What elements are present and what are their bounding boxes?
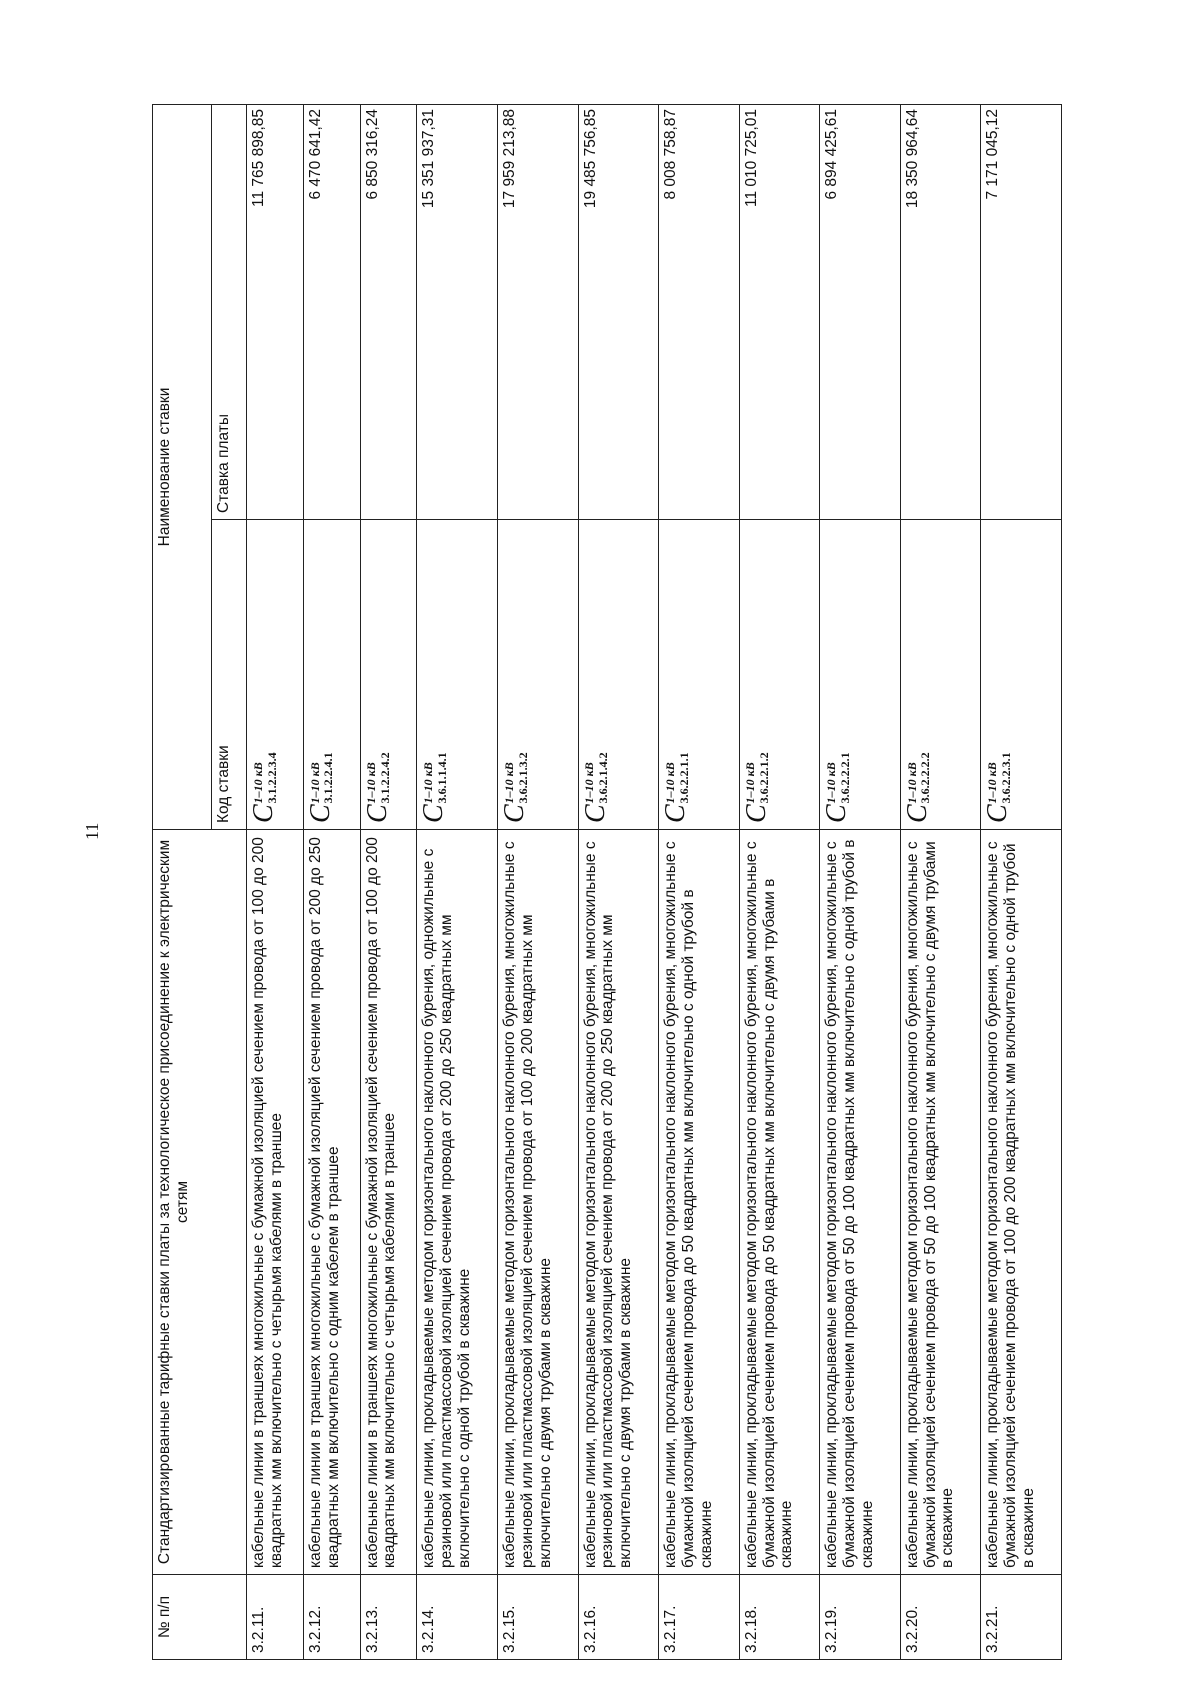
rate-code-index: 3.6.2.2.3.1: [998, 752, 1013, 804]
row-code-cell: [247, 520, 304, 830]
rate-code-letter: C: [740, 804, 772, 823]
rate-code-letter: C: [248, 804, 279, 823]
rate-code-index: 3.6.2.1.3.2: [515, 752, 530, 804]
row-number: 3.2.16.: [578, 1575, 659, 1660]
header-code: Код ставки: [212, 520, 247, 830]
row-description: кабельные линии, прокладываемые методом горизонтального наклонного бурения, многожильные с резиновой или пластмассовой изоляцией сечением провода от 200 до 250 квадратных мм включительно с двумя трубами в скважине: [578, 830, 659, 1575]
rate-code-letter: C: [982, 804, 1014, 823]
row-code-cell: [739, 520, 820, 830]
rate-code: [984, 752, 1013, 823]
row-number: 3.2.19.: [820, 1575, 901, 1660]
header-description: Стандартизированные тарифные ставки платы за технологическое присоединение к электрическим сетям: [153, 830, 247, 1575]
rate-code-index: 3.6.2.2.1.1: [676, 752, 691, 804]
row-description: кабельные линии, прокладываемые методом горизонтального наклонного бурения, многожильные с бумажной изоляцией сечением провода от 100 до 200 квадратных мм включительно с одной трубой в скважине: [981, 830, 1062, 1575]
row-number: 3.2.12.: [303, 1575, 360, 1660]
row-code-cell: [659, 520, 740, 830]
table-row: [820, 104, 901, 1659]
row-code-cell: [820, 520, 901, 830]
row-description: кабельные линии, прокладываемые методом горизонтального наклонного бурения, многожильные с бумажной изоляцией сечением провода от 50 до 100 квадратных мм включительно с двумя трубами в скважине: [900, 830, 981, 1575]
table-row: [247, 104, 304, 1659]
table-row: [303, 104, 360, 1659]
rate-code-superscript: 1–10 кВ: [364, 762, 379, 804]
table-body: [247, 104, 1062, 1659]
page-number: 11: [82, 822, 102, 840]
table-row: [659, 104, 740, 1659]
row-number: 3.2.11.: [247, 1575, 304, 1660]
rate-code: [823, 752, 852, 823]
row-number: 3.2.15.: [498, 1575, 579, 1660]
row-rate: 11 765 898,85: [247, 104, 304, 519]
table-row: [417, 104, 498, 1659]
row-code-cell: [578, 520, 659, 830]
table-row: [981, 104, 1062, 1659]
row-rate: 15 351 937,31: [417, 104, 498, 519]
rate-code: [662, 752, 691, 823]
table-row: [739, 104, 820, 1659]
table-row: [900, 104, 981, 1659]
rate-code-superscript: 1–10 кВ: [421, 762, 436, 804]
rate-code-letter: C: [499, 804, 530, 823]
rate-code: [250, 752, 279, 823]
rate-code-letter: C: [579, 804, 611, 823]
rate-code-index: 3.6.2.2.2.2: [918, 752, 933, 804]
table-row: [498, 104, 579, 1659]
rate-code-index: 3.1.2.2.3.4: [264, 752, 279, 804]
row-rate: 6 470 641,42: [303, 104, 360, 519]
row-number: 3.2.14.: [417, 1575, 498, 1660]
rate-code: [901, 752, 933, 823]
row-description: кабельные линии в траншеях многожильные с бумажной изоляцией сечением провода от 200 до 250 квадратных мм включительно с одним кабелем в траншее: [303, 830, 360, 1575]
row-description: кабельные линии, прокладываемые методом горизонтального наклонного бурения, многожильные с резиновой или пластмассовой изоляцией сечением провода от 100 до 200 квадратных мм включительно с двумя трубами в скважине: [498, 830, 579, 1575]
row-code-cell: [900, 520, 981, 830]
row-code-cell: [981, 520, 1062, 830]
header-num: № п/п: [153, 1575, 247, 1660]
rate-code-superscript: 1–10 кВ: [501, 762, 516, 804]
row-description: кабельные линии в траншеях многожильные с бумажной изоляцией сечением провода от 100 до 200 квадратных мм включительно с четырьмя кабелями в траншее: [360, 830, 417, 1575]
row-number: 3.2.17.: [659, 1575, 740, 1660]
row-code-cell: [498, 520, 579, 830]
rate-code-index: 3.1.2.2.4.1: [321, 752, 336, 804]
rate-code-index: 3.6.2.1.4.2: [596, 752, 611, 804]
row-rate: 19 485 756,85: [578, 104, 659, 519]
row-number: 3.2.13.: [360, 1575, 417, 1660]
rate-code-letter: C: [660, 804, 692, 823]
table-row: [360, 104, 417, 1659]
rate-code-index: 3.6.2.2.2.1: [837, 752, 852, 804]
rate-code-superscript: 1–10 кВ: [662, 762, 677, 804]
rate-code: [420, 752, 449, 823]
row-code-cell: [360, 520, 417, 830]
row-code-cell: [417, 520, 498, 830]
rate-code-letter: C: [304, 804, 336, 823]
row-number: 3.2.20.: [900, 1575, 981, 1660]
tariff-table: [152, 104, 1062, 1660]
row-rate: 18 350 964,64: [900, 104, 981, 519]
row-description: кабельные линии, прокладываемые методом горизонтального наклонного бурения, многожильные с бумажной изоляцией сечением провода до 50 квадратных мм включительно с одной трубой в скважине: [659, 830, 740, 1575]
header-rate: Ставка платы: [212, 104, 247, 519]
rate-code-superscript: 1–10 кВ: [307, 762, 322, 804]
rate-code: [579, 752, 611, 823]
rate-code-letter: C: [821, 804, 853, 823]
rate-code-superscript: 1–10 кВ: [582, 762, 597, 804]
tariff-table-frame: [152, 105, 1062, 1660]
rate-code: [740, 752, 772, 823]
rate-code-superscript: 1–10 кВ: [985, 762, 1000, 804]
row-description: кабельные линии, прокладываемые методом горизонтального наклонного бурения, одножильные с резиновой или пластмассовой изоляцией сечением провода от 200 до 250 квадратных мм включительно с одной трубой в скважине: [417, 830, 498, 1575]
row-rate: 6 850 316,24: [360, 104, 417, 519]
row-code-cell: [303, 520, 360, 830]
rate-code-index: 3.6.2.2.1.2: [757, 752, 772, 804]
row-rate: 11 010 725,01: [739, 104, 820, 519]
row-description: кабельные линии в траншеях многожильные с бумажной изоляцией сечением провода от 100 до 200 квадратных мм включительно с четырьмя кабелями в траншее: [247, 830, 304, 1575]
row-description: кабельные линии, прокладываемые методом горизонтального наклонного бурения, многожильные с бумажной изоляцией сечением провода от 50 до 100 квадратных мм включительно с одной трубой в скважине: [820, 830, 901, 1575]
rate-code-letter: C: [901, 804, 933, 823]
rate-code-index: 3.6.1.1.4.1: [435, 752, 450, 804]
table-row: [578, 104, 659, 1659]
row-number: 3.2.21.: [981, 1575, 1062, 1660]
rate-code-superscript: 1–10 кВ: [904, 762, 919, 804]
row-rate: 8 008 758,87: [659, 104, 740, 519]
rate-code-letter: C: [418, 804, 450, 823]
rate-code-superscript: 1–10 кВ: [743, 762, 758, 804]
rate-code: [501, 752, 530, 823]
table-header: [153, 104, 247, 1659]
rate-code: [361, 752, 393, 823]
row-rate: 6 894 425,61: [820, 104, 901, 519]
row-number: 3.2.18.: [739, 1575, 820, 1660]
rate-code-superscript: 1–10 кВ: [250, 762, 265, 804]
rate-code-index: 3.1.2.2.4.2: [378, 752, 393, 804]
row-description: кабельные линии, прокладываемые методом горизонтального наклонного бурения, многожильные с бумажной изоляцией сечением провода до 50 квадратных мм включительно с двумя трубами в скважине: [739, 830, 820, 1575]
rate-code-letter: C: [361, 804, 393, 823]
row-rate: 7 171 045,12: [981, 104, 1062, 519]
row-rate: 17 959 213,88: [498, 104, 579, 519]
header-rate-group: Наименование ставки: [153, 104, 212, 829]
rate-code-superscript: 1–10 кВ: [824, 762, 839, 804]
rate-code: [304, 752, 336, 823]
